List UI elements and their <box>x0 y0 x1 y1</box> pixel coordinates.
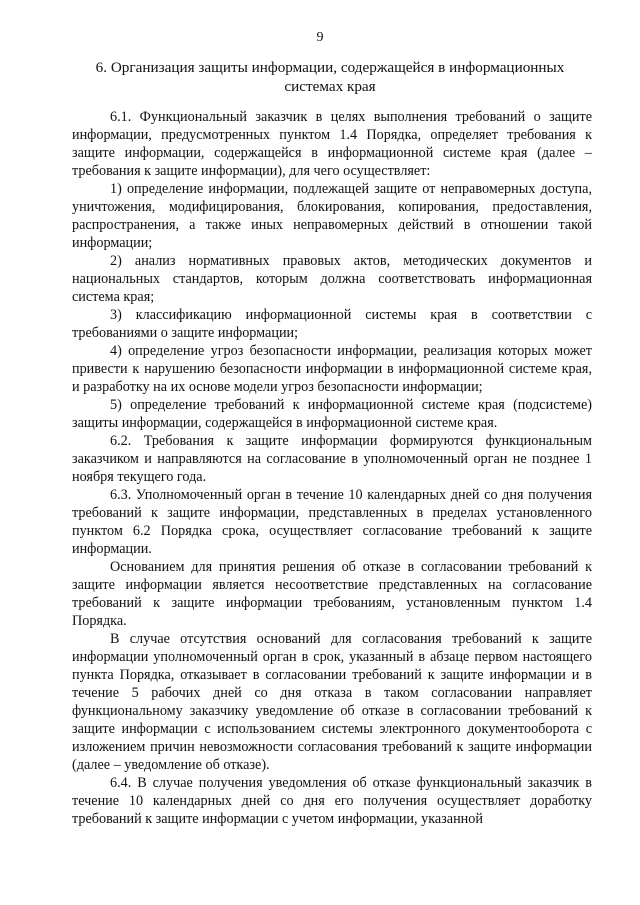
paragraph: 4) определение угроз безопасности информации, реализация которых может привести к нарушению безопасности информации в информационной системе края, и разработку на их основе модели угроз безопасности информации; <box>72 343 592 395</box>
paragraph: 5) определение требований к информационной системе края (подсистеме) защиты информации, содержащейся в информационной системе края. <box>72 397 592 431</box>
paragraph: 6.1. Функциональный заказчик в целях выполнения требований о защите информации, предусмотренных пунктом 1.4 Порядка, определяет требования к защите информации, содержащейся в информационной системе края (далее – требования к защите информации), для чего осуществляет: <box>72 109 592 179</box>
paragraph: В случае отсутствия оснований для согласования требований к защите информации уполномоченный орган в срок, указанный в абзаце первом настоящего пункта Порядка, отказывает в согласовании требований к защите информации и в течение 5 рабочих дней со дня отказа в таком согласовании направляет функциональному заказчику уведомление об отказе в согласовании требований к защите информации с использованием системы электронного документооборота с изложением причин невозможности согласования требований к защите информации (далее – уведомление об отказе). <box>72 631 592 773</box>
section-title: 6. Организация защиты информации, содержащейся в информационных системах края <box>95 59 565 95</box>
paragraph: Основанием для принятия решения об отказе в согласовании требований к защите информации является несоответствие представленных на согласование требований к защите информации требованиям, установленным пунктом 1.4 Порядка. <box>72 559 592 629</box>
paragraph: 2) анализ нормативных правовых актов, методических документов и национальных стандартов, которым должна соответствовать информационная система края; <box>72 253 592 305</box>
paragraph: 3) классификацию информационной системы края в соответствии с требованиями о защите информации; <box>72 307 592 341</box>
paragraph: 6.2. Требования к защите информации формируются функциональным заказчиком и направляются на согласование в уполномоченный орган не позднее 1 ноября текущего года. <box>72 433 592 485</box>
paragraph: 1) определение информации, подлежащей защите от неправомерных доступа, уничтожения, модифицирования, блокирования, копирования, предоставления, распространения, а также иных неправомерных действий в отношении такой информации; <box>72 181 592 251</box>
page-number: 9 <box>316 30 324 45</box>
paragraph: 6.4. В случае получения уведомления об отказе функциональный заказчик в течение 10 календарных дней со дня его получения осуществляет доработку требований к защите информации с учетом информации, указанной <box>72 775 592 827</box>
document-body <box>72 108 592 828</box>
paragraph: 6.3. Уполномоченный орган в течение 10 календарных дней со дня получения требований к защите информации, представленных в пределах установленного пунктом 6.2 Порядка срока, осуществляет согласование требований к защите информации. <box>72 487 592 557</box>
